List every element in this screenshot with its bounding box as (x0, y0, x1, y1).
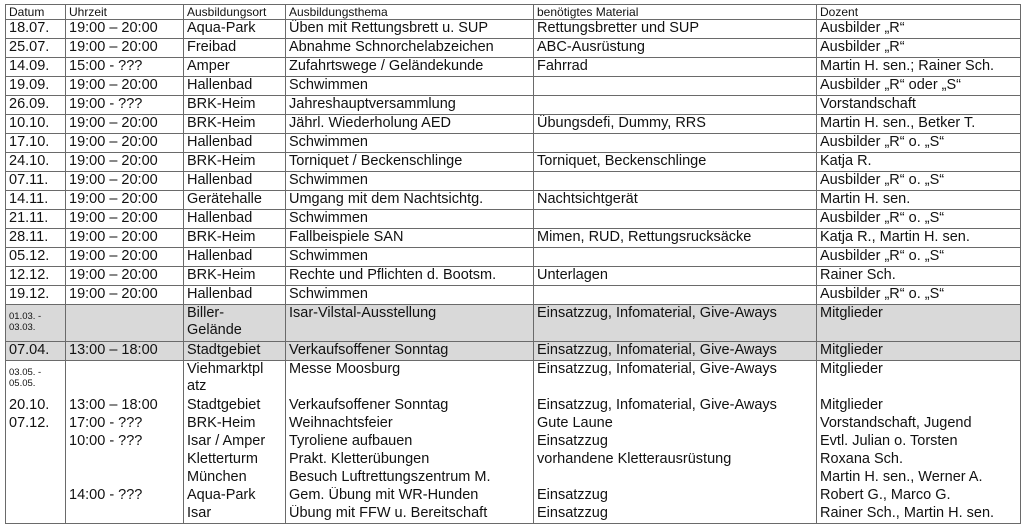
cell-dozent: Mitglieder (817, 361, 1021, 398)
header-datum: Datum (6, 5, 66, 20)
cell-datum: 07.11. (6, 172, 66, 191)
cell-dozent: Martin H. sen., Betker T. (817, 115, 1021, 134)
cell-dozent: Evtl. Julian o. Torsten (817, 433, 1021, 451)
cell-thema: Schwimmen (286, 172, 534, 191)
ort-line-2: atz (187, 378, 207, 394)
cell-datum (6, 487, 66, 505)
cell-dozent: Rainer Sch. (817, 267, 1021, 286)
ort-line-2: Gelände (187, 322, 242, 338)
cell-datum: 07.12. (6, 415, 66, 433)
table-row (6, 469, 1021, 487)
cell-thema: Schwimmen (286, 134, 534, 153)
cell-thema: Schwimmen (286, 210, 534, 229)
cell-dozent: Rainer Sch., Martin H. sen. (817, 505, 1021, 524)
cell-uhrzeit: 19:00 – 20:00 (66, 20, 184, 39)
cell-uhrzeit: 19:00 – 20:00 (66, 229, 184, 248)
cell-thema: Verkaufsoffener Sonntag (286, 397, 534, 415)
cell-datum: 26.09. (6, 96, 66, 115)
cell-material: Einsatzzug, Infomaterial, Give-Aways (534, 305, 817, 342)
cell-material (534, 77, 817, 96)
table-row (6, 134, 1021, 153)
cell-ort: Isar (184, 505, 286, 524)
cell-uhrzeit: 19:00 – 20:00 (66, 77, 184, 96)
cell-ort: BRK-Heim (184, 96, 286, 115)
cell-datum (6, 433, 66, 451)
ort-line-1: Biller- (187, 305, 225, 321)
cell-thema: Schwimmen (286, 77, 534, 96)
date-range-end: 03.03. (9, 322, 36, 333)
cell-thema: Tyroliene aufbauen (286, 433, 534, 451)
cell-datum: 14.09. (6, 58, 66, 77)
cell-datum (6, 505, 66, 524)
cell-uhrzeit: 19:00 – 20:00 (66, 210, 184, 229)
cell-uhrzeit: 13:00 – 18:00 (66, 397, 184, 415)
table-row (6, 20, 1021, 39)
header-material: benötigtes Material (534, 5, 817, 20)
cell-thema: Schwimmen (286, 248, 534, 267)
cell-material (534, 469, 817, 487)
date-range-end: 05.05. (9, 378, 36, 389)
cell-uhrzeit: 19:00 – 20:00 (66, 172, 184, 191)
date-range-start: 03.05. - (9, 367, 42, 378)
cell-uhrzeit (66, 305, 184, 342)
cell-uhrzeit: 10:00 - ??? (66, 433, 184, 451)
cell-material: Einsatzzug, Infomaterial, Give-Aways (534, 397, 817, 415)
table-row (6, 191, 1021, 210)
cell-ort (184, 305, 286, 342)
upper-schedule-rows (6, 20, 1021, 305)
cell-material: ABC-Ausrüstung (534, 39, 817, 58)
table-row (6, 397, 1021, 415)
cell-ort: Hallenbad (184, 77, 286, 96)
table-row (6, 415, 1021, 433)
cell-ort: BRK-Heim (184, 267, 286, 286)
cell-thema: Rechte und Pflichten d. Bootsm. (286, 267, 534, 286)
cell-dozent: Ausbilder „R“ (817, 39, 1021, 58)
cell-material: Einsatzzug, Infomaterial, Give-Aways (534, 361, 817, 398)
cell-uhrzeit (66, 469, 184, 487)
cell-ort: Stadtgebiet (184, 342, 286, 361)
cell-ort: München (184, 469, 286, 487)
cell-dozent: Vorstandschaft (817, 96, 1021, 115)
cell-dozent: Ausbilder „R“ o. „S“ (817, 286, 1021, 305)
table-row (6, 342, 1021, 361)
table-row (6, 248, 1021, 267)
cell-uhrzeit: 19:00 – 20:00 (66, 39, 184, 58)
cell-datum: 12.12. (6, 267, 66, 286)
date-range-start: 01.03. - (9, 311, 42, 322)
table-row (6, 96, 1021, 115)
cell-datum: 14.11. (6, 191, 66, 210)
lower-schedule-rows (6, 305, 1021, 361)
cell-thema: Messe Moosburg (286, 361, 534, 398)
cell-dozent: Mitglieder (817, 305, 1021, 342)
training-schedule-table (5, 4, 1021, 524)
cell-material: Nachtsichtgerät (534, 191, 817, 210)
cell-material: Fahrrad (534, 58, 817, 77)
cell-thema: Fallbeispiele SAN (286, 229, 534, 248)
cell-uhrzeit: 19:00 – 20:00 (66, 191, 184, 210)
cell-material (534, 210, 817, 229)
cell-thema: Besuch Luftrettungszentrum M. (286, 469, 534, 487)
cell-material (534, 248, 817, 267)
header-row (6, 5, 1021, 20)
cell-datum: 18.07. (6, 20, 66, 39)
cell-dozent: Martin H. sen.; Rainer Sch. (817, 58, 1021, 77)
cell-uhrzeit (66, 361, 184, 398)
cell-ort: Hallenbad (184, 172, 286, 191)
cell-datum: 07.04. (6, 342, 66, 361)
table-row (6, 286, 1021, 305)
table-row (6, 505, 1021, 524)
cell-uhrzeit: 19:00 – 20:00 (66, 115, 184, 134)
cell-material (534, 134, 817, 153)
cell-material (534, 96, 817, 115)
cell-ort: Gerätehalle (184, 191, 286, 210)
cell-thema: Verkaufsoffener Sonntag (286, 342, 534, 361)
table-row (6, 361, 1021, 398)
cell-dozent: Ausbilder „R“ o. „S“ (817, 248, 1021, 267)
table-row (6, 58, 1021, 77)
events-rows (6, 361, 1021, 398)
cell-thema: Abnahme Schnorchelabzeichen (286, 39, 534, 58)
table-row (6, 39, 1021, 58)
cell-dozent: Mitglieder (817, 397, 1021, 415)
table-row (6, 433, 1021, 451)
cell-thema: Zufahrtswege / Geländekunde (286, 58, 534, 77)
cell-ort: BRK-Heim (184, 115, 286, 134)
cell-ort: Hallenbad (184, 134, 286, 153)
cell-material: Übungsdefi, Dummy, RRS (534, 115, 817, 134)
cell-dozent: Katja R., Martin H. sen. (817, 229, 1021, 248)
cell-datum: 10.10. (6, 115, 66, 134)
cell-datum (6, 361, 66, 398)
cell-uhrzeit (66, 451, 184, 469)
cell-uhrzeit: 19:00 – 20:00 (66, 153, 184, 172)
cell-thema: Übung mit FFW u. Bereitschaft (286, 505, 534, 524)
cell-uhrzeit: 19:00 – 20:00 (66, 248, 184, 267)
cell-ort: BRK-Heim (184, 415, 286, 433)
cell-material: Einsatzzug (534, 487, 817, 505)
cell-uhrzeit: 17:00 - ??? (66, 415, 184, 433)
cell-material: Einsatzzug, Infomaterial, Give-Aways (534, 342, 817, 361)
cell-dozent: Martin H. sen., Werner A. (817, 469, 1021, 487)
cell-ort (184, 361, 286, 398)
cell-uhrzeit: 15:00 - ??? (66, 58, 184, 77)
header-ausbildungsort: Ausbildungsort (184, 5, 286, 20)
table-row (6, 210, 1021, 229)
cell-uhrzeit: 19:00 – 20:00 (66, 134, 184, 153)
cell-material: Gute Laune (534, 415, 817, 433)
cell-thema: Umgang mit dem Nachtsichtg. (286, 191, 534, 210)
cell-datum: 05.12. (6, 248, 66, 267)
cell-dozent: Ausbilder „R“ o. „S“ (817, 210, 1021, 229)
cell-material: vorhandene Kletterausrüstung (534, 451, 817, 469)
date-range (9, 305, 62, 333)
table-row (6, 172, 1021, 191)
cell-ort: Hallenbad (184, 210, 286, 229)
cell-datum (6, 451, 66, 469)
cell-material: Mimen, RUD, Rettungsrucksäcke (534, 229, 817, 248)
table-row (6, 115, 1021, 134)
cell-datum: 20.10. (6, 397, 66, 415)
cell-datum: 25.07. (6, 39, 66, 58)
table-row (6, 487, 1021, 505)
cell-datum: 17.10. (6, 134, 66, 153)
cell-material: Unterlagen (534, 267, 817, 286)
cell-thema: Jährl. Wiederholung AED (286, 115, 534, 134)
cell-uhrzeit: 13:00 – 18:00 (66, 342, 184, 361)
cell-uhrzeit: 19:00 – 20:00 (66, 286, 184, 305)
cell-datum (6, 305, 66, 342)
cell-uhrzeit (66, 505, 184, 524)
header-dozent: Dozent (817, 5, 1021, 20)
cell-ort: Aqua-Park (184, 487, 286, 505)
cell-ort: Freibad (184, 39, 286, 58)
events-rows-continued (6, 397, 1021, 524)
cell-material (534, 172, 817, 191)
cell-dozent: Mitglieder (817, 342, 1021, 361)
cell-material: Einsatzzug (534, 433, 817, 451)
table-row (6, 229, 1021, 248)
cell-ort: Isar / Amper (184, 433, 286, 451)
table-row (6, 77, 1021, 96)
cell-datum: 21.11. (6, 210, 66, 229)
cell-datum: 19.12. (6, 286, 66, 305)
cell-dozent: Katja R. (817, 153, 1021, 172)
cell-dozent: Ausbilder „R“ o. „S“ (817, 172, 1021, 191)
cell-dozent: Ausbilder „R“ (817, 20, 1021, 39)
ort-line-1: Viehmarktpl (187, 361, 264, 377)
cell-dozent: Roxana Sch. (817, 451, 1021, 469)
cell-dozent: Ausbilder „R“ o. „S“ (817, 134, 1021, 153)
cell-ort: BRK-Heim (184, 229, 286, 248)
cell-dozent: Vorstandschaft, Jugend (817, 415, 1021, 433)
cell-ort: Hallenbad (184, 248, 286, 267)
cell-material: Torniquet, Beckenschlinge (534, 153, 817, 172)
cell-thema: Torniquet / Beckenschlinge (286, 153, 534, 172)
cell-thema: Gem. Übung mit WR-Hunden (286, 487, 534, 505)
date-range (9, 361, 62, 389)
table-row (6, 305, 1021, 342)
cell-uhrzeit: 14:00 - ??? (66, 487, 184, 505)
cell-dozent: Ausbilder „R“ oder „S“ (817, 77, 1021, 96)
cell-uhrzeit: 19:00 - ??? (66, 96, 184, 115)
table-row (6, 267, 1021, 286)
header-ausbildungsthema: Ausbildungsthema (286, 5, 534, 20)
cell-uhrzeit: 19:00 – 20:00 (66, 267, 184, 286)
cell-thema: Isar-Vilstal-Ausstellung (286, 305, 534, 342)
cell-datum (6, 469, 66, 487)
cell-thema: Weihnachtsfeier (286, 415, 534, 433)
cell-dozent: Robert G., Marco G. (817, 487, 1021, 505)
cell-thema: Prakt. Kletterübungen (286, 451, 534, 469)
cell-datum: 19.09. (6, 77, 66, 96)
cell-ort: Kletterturm (184, 451, 286, 469)
cell-ort: BRK-Heim (184, 153, 286, 172)
cell-material: Einsatzzug (534, 505, 817, 524)
header-uhrzeit: Uhrzeit (66, 5, 184, 20)
table-row (6, 451, 1021, 469)
cell-datum: 28.11. (6, 229, 66, 248)
cell-ort: Aqua-Park (184, 20, 286, 39)
cell-material (534, 286, 817, 305)
cell-datum: 24.10. (6, 153, 66, 172)
cell-thema: Schwimmen (286, 286, 534, 305)
table-row (6, 153, 1021, 172)
cell-ort: Hallenbad (184, 286, 286, 305)
cell-ort: Stadtgebiet (184, 397, 286, 415)
cell-ort: Amper (184, 58, 286, 77)
cell-thema: Üben mit Rettungsbrett u. SUP (286, 20, 534, 39)
cell-dozent: Martin H. sen. (817, 191, 1021, 210)
cell-thema: Jahreshauptversammlung (286, 96, 534, 115)
cell-material: Rettungsbretter und SUP (534, 20, 817, 39)
